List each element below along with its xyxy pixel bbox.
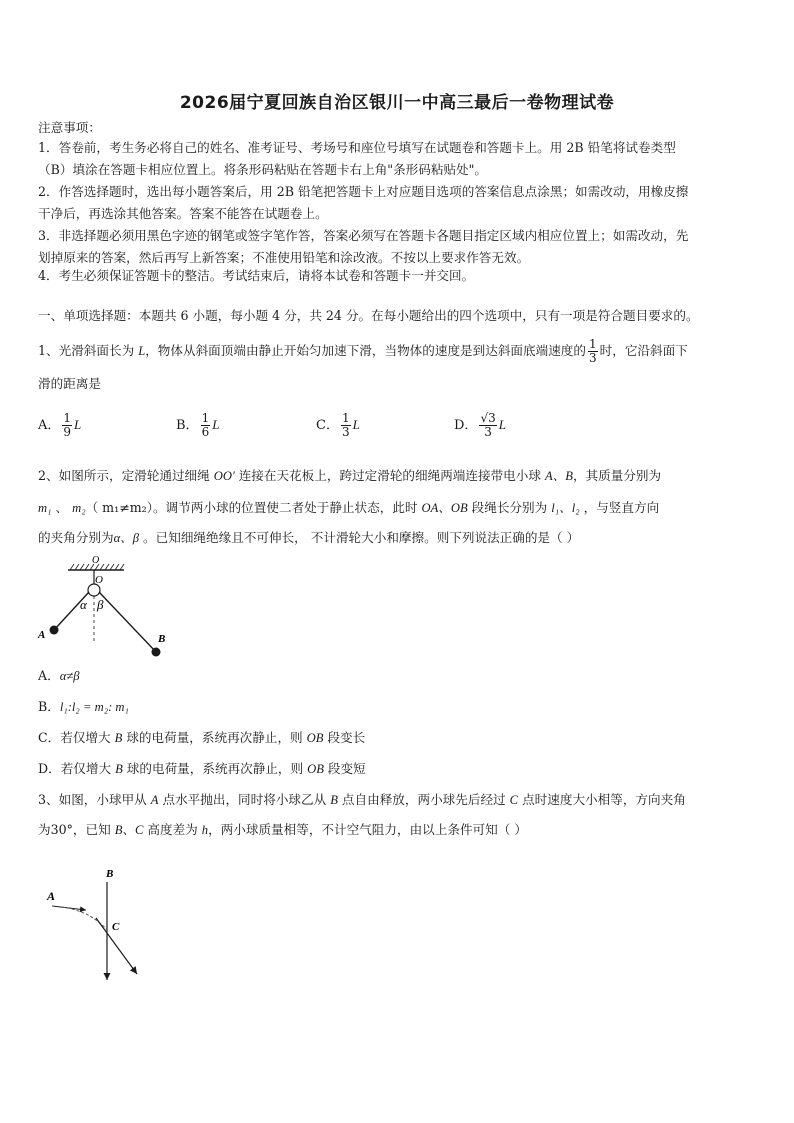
q2-ball-b xyxy=(152,648,161,657)
page-title: 2026届宁夏回族自治区银川一中高三最后一卷物理试卷 xyxy=(179,93,615,113)
notice-item2-line2: 干净后，再选涂其他答案。答案不能答在试题卷上。 xyxy=(38,206,328,221)
q3-label-b: B xyxy=(106,868,114,880)
q1-stem-c: 时，它沿斜面下 xyxy=(599,343,688,358)
q1-frac-den: 3 xyxy=(588,351,597,365)
q3-var-bc: B、C xyxy=(114,823,144,837)
q2-option-d-v1: B xyxy=(115,762,123,776)
q2-option-d-b: 球的电荷量，系统再次静止，则 xyxy=(122,761,308,776)
q1-option-b[interactable] xyxy=(176,412,219,439)
q1-option-c-num: 1 xyxy=(341,411,350,425)
q2-rope-ob xyxy=(99,592,156,652)
q2-option-c-v2: OB xyxy=(306,731,324,745)
q2-label-o-pulley: O xyxy=(95,574,103,586)
q1-frac-num: 1 xyxy=(588,337,597,351)
q1-fraction xyxy=(588,338,598,365)
q2-var-ab: A、B xyxy=(544,469,573,483)
q2-var-alpha-beta: α、β xyxy=(113,531,140,545)
q1-option-a-label: A． xyxy=(38,418,61,433)
q3-line2-c: ，两小球质量相等，不计空气阻力，由以上条件可知（ ） xyxy=(208,822,527,837)
q2-ball-a xyxy=(50,626,59,635)
q1-stem-b: ，物体从斜面顶端由静止开始匀加速下滑，当物体的速度是到达斜面底端速度的 xyxy=(145,343,586,358)
q3-projectile-figure xyxy=(40,862,150,982)
q1-stem-line1 xyxy=(38,338,688,365)
q2-option-c-v1: B xyxy=(114,731,123,745)
q2-stem-line1 xyxy=(38,468,661,484)
notice-item1-line2: （B）填涂在答题卡相应位置上。将条形码粘贴在答题卡右上角"条形码粘贴处"。 xyxy=(38,162,488,177)
q2-pulley-figure xyxy=(34,554,174,664)
q1-option-b-label: B． xyxy=(176,418,199,433)
q3-line1-c: 点自由释放，两小球先后经过 xyxy=(337,792,510,807)
q2-option-c-c: 段变长 xyxy=(323,730,366,745)
q2-label-o-top: O xyxy=(92,555,100,566)
q3-label-a: A xyxy=(47,889,56,903)
q2-label-a: A xyxy=(38,629,46,641)
q2-line2-paren: （ m₁≠m₂） xyxy=(85,500,154,515)
q2-label-alpha: α xyxy=(80,597,87,612)
q3-var-c: C xyxy=(509,793,519,807)
q2-line1-a: 2、如图所示，定滑轮通过细绳 xyxy=(38,468,214,483)
q1-option-a-var: L xyxy=(74,417,82,432)
q3-line2-b: 高度差为 xyxy=(143,822,202,837)
q1-option-d-den: 3 xyxy=(484,425,492,439)
notice-item3-line1: 3．非选择题必须用黑色字迹的钢笔或签字笔作答，答案必须写在答题卡各题目指定区域内相应位置上；如需改动，先 xyxy=(38,228,689,243)
q1-option-a-den: 9 xyxy=(63,425,72,439)
q3-line1-d: 点时速度大小相等，方向夹角 xyxy=(518,792,686,807)
q1-option-d-label: D． xyxy=(454,418,478,433)
q2-option-c-label: C． xyxy=(38,730,61,745)
q2-line3-a: 的夹角分别为 xyxy=(38,530,114,545)
section-heading: 一、单项选择题：本题共 6 小题，每小题 4 分，共 24 分。在每小题给出的四个选项中，只有一项是符合题目要求的。 xyxy=(38,308,699,323)
notice-heading: 注意事项： xyxy=(38,120,101,135)
q1-stem-line2: 滑的距离是 xyxy=(38,376,101,391)
q2-option-d-c: 段变短 xyxy=(323,761,366,776)
q3-line1-b: 点水平抛出，同时将小球乙从 xyxy=(158,792,331,807)
q2-stem-line3 xyxy=(38,530,579,546)
q2-option-d-label: D． xyxy=(38,761,61,776)
q3-line1-a: 3、如图，小球甲从 xyxy=(38,792,151,807)
q3-label-c: C xyxy=(112,921,120,933)
q1-var-L: L xyxy=(138,344,146,358)
q3-var-a: A xyxy=(150,793,159,807)
q2-line3-b: 。已知细绳绝缘且不可伸长， 不计滑轮大小和摩擦。则下列说法正确的是（ ） xyxy=(139,530,580,545)
q2-option-a[interactable] xyxy=(38,668,80,684)
q2-line2-d: ，与竖直方向 xyxy=(579,500,660,515)
q1-option-c-frac xyxy=(341,412,351,439)
q1-option-a[interactable] xyxy=(38,412,81,439)
q1-option-c[interactable] xyxy=(316,412,360,439)
q2-option-b-label: B． xyxy=(38,699,60,714)
q3-stem-line2 xyxy=(38,822,527,838)
q1-option-d-num: √3 xyxy=(480,411,496,425)
q2-line1-b: 连接在天花板上，跨过定滑轮的细绳两端连接带电小球 xyxy=(234,468,545,483)
q2-var-oo: OO′ xyxy=(213,469,235,483)
q1-option-b-num: 1 xyxy=(201,411,210,425)
q2-line2-sep: 、 xyxy=(51,500,73,515)
q2-stem-line2 xyxy=(38,500,659,516)
q1-option-b-var: L xyxy=(212,417,220,432)
q1-option-b-den: 6 xyxy=(201,425,210,439)
q1-option-d-frac xyxy=(479,412,496,439)
q1-option-c-den: 3 xyxy=(341,425,350,439)
q2-option-d[interactable] xyxy=(38,761,366,777)
q1-option-b-frac xyxy=(201,412,211,439)
q2-option-d-v2: OB xyxy=(307,762,324,776)
q2-option-b-text: l₁:l₂ = m₂: m₁ xyxy=(59,700,129,714)
q2-var-l: l₁、l₂ xyxy=(551,501,580,515)
q2-label-beta: β xyxy=(97,597,104,612)
q2-option-a-text: α≠β xyxy=(59,669,80,683)
q1-option-d-var: L xyxy=(498,417,506,432)
q2-option-b[interactable] xyxy=(38,699,129,715)
notice-item2-line1: 2．作答选择题时，选出每小题答案后，用 2B 铅笔把答题卡上对应题目选项的答案信息点涂黑；如需改动，用橡皮擦 xyxy=(38,184,689,199)
q1-option-d[interactable] xyxy=(454,412,506,439)
q3-var-h: h xyxy=(201,823,209,837)
q1-stem-a: 1、光滑斜面长为 xyxy=(38,343,139,358)
q2-label-b: B xyxy=(158,633,166,645)
q1-option-c-var: L xyxy=(352,417,360,432)
q2-option-c[interactable] xyxy=(38,730,365,746)
q1-option-a-num: 1 xyxy=(63,411,72,425)
q1-option-a-frac xyxy=(62,412,72,439)
q3-var-b: B xyxy=(330,793,338,807)
q2-option-d-a: 若仅增大 xyxy=(60,761,116,776)
notice-item1-line1: 1．答卷前，考生务必将自己的姓名、准考证号、考场号和座位号填写在试题卷和答题卡上。用 2B 铅笔将试卷类型 xyxy=(38,140,676,155)
q2-line2-b: 。调节两小球的位置使二者处于静止状态，此时 xyxy=(153,500,422,515)
q2-option-a-label: A． xyxy=(38,668,60,683)
notice-item3-line2: 划掉原来的答案，然后再写上新答案；不准使用铅笔和涂改液。不按以上要求作答无效。 xyxy=(38,250,530,265)
q2-var-m2: m₂ xyxy=(72,501,86,515)
q2-option-c-b: 球的电荷量，系统再次静止，则 xyxy=(122,730,307,745)
q3-line2-a: 为30°，已知 xyxy=(38,822,115,837)
q2-option-c-a: 若仅增大 xyxy=(60,730,115,745)
q1-option-c-label: C． xyxy=(316,418,339,433)
notice-item4: 4．考生必须保证答题卡的整洁。考试结束后，请将本试卷和答题卡一并交回。 xyxy=(38,268,475,283)
q2-var-oa: OA、OB xyxy=(421,501,468,515)
q2-var-m1: m₁ xyxy=(38,501,52,515)
q2-line1-c: ，其质量分别为 xyxy=(572,468,662,483)
q3-stem-line1 xyxy=(38,792,686,808)
q2-line2-c: 段绳长分别为 xyxy=(467,500,552,515)
